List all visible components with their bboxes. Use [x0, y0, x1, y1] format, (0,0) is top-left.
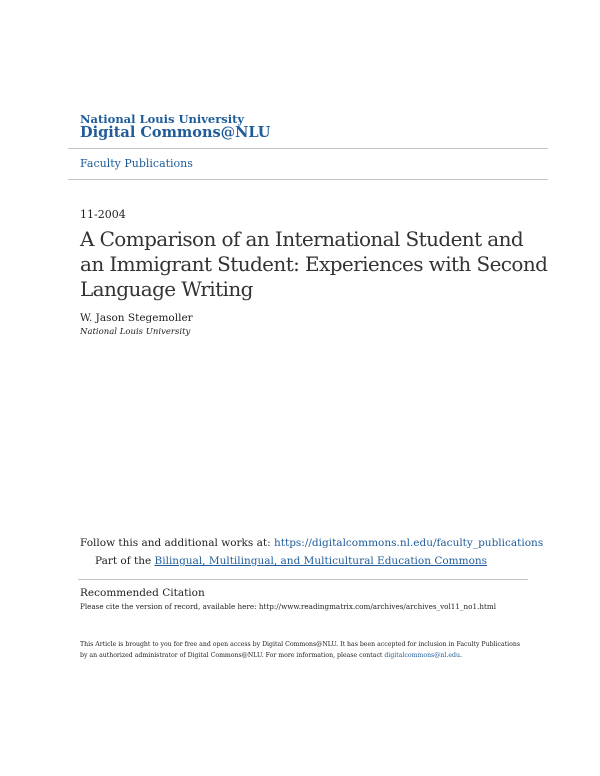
author-affiliation: National Louis University [80, 327, 191, 337]
author-name: W. Jason Stegemoller [80, 312, 193, 324]
footer-period: . [459, 652, 462, 659]
document-title: A Comparison of an International Student and an Immigrant Student: Experiences with Second Language Writing [80, 227, 548, 301]
publication-date: 11-2004 [80, 208, 126, 221]
citation-text: Please cite the version of record, available here: http://www.readingmatrix.com/archives/archives_vol11_no1.html [80, 602, 496, 611]
citation-divider [78, 579, 528, 580]
series-link[interactable]: Faculty Publications [80, 157, 193, 170]
collection-url-link[interactable]: https://digitalcommons.nl.edu/faculty_publications [274, 537, 544, 549]
university-name: National Louis University [80, 112, 245, 126]
follow-prefix: Follow this and additional works at: [80, 537, 274, 549]
footer-text: This Article is brought to you for free and open access by Digital Commons@NLU. It has been accepted for inclusion in Faculty Publications by an authorized administrator of Digital Commons@NLU. For more information, please contact [80, 641, 521, 659]
commons-link[interactable]: Bilingual, Multilingual, and Multicultural Education Commons [154, 555, 488, 567]
repository-name: Digital Commons@NLU [80, 124, 271, 141]
header-divider [68, 148, 548, 149]
series-divider [68, 179, 548, 180]
citation-heading: Recommended Citation [80, 587, 205, 599]
footer-notice [80, 639, 520, 661]
part-of-line [95, 555, 487, 567]
follow-line [80, 537, 543, 549]
part-of-prefix: Part of the [95, 555, 155, 567]
contact-email-link[interactable]: digitalcommons@nl.edu [384, 652, 460, 659]
